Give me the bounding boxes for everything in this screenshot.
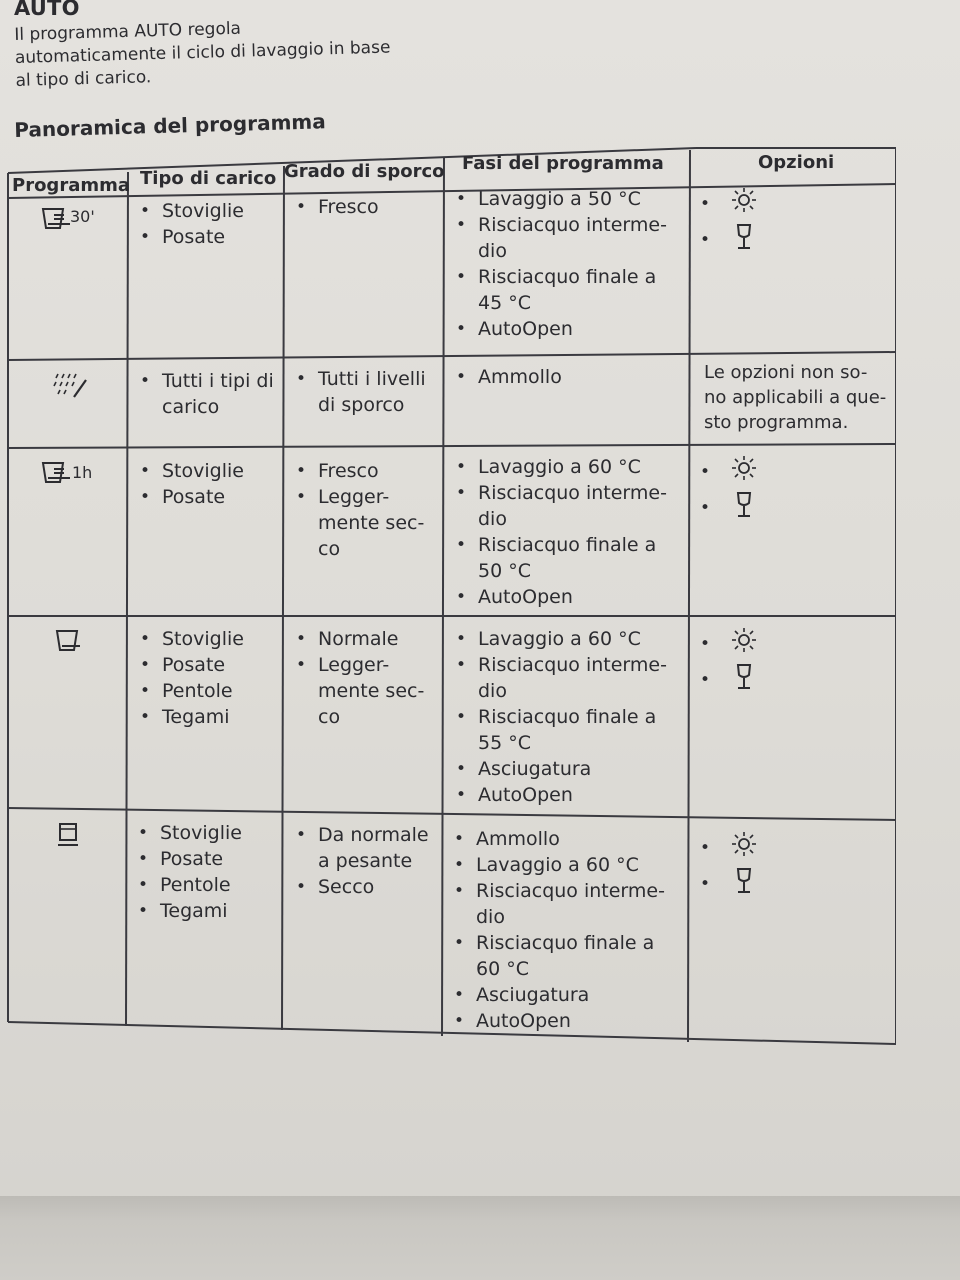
load-cell [138,458,244,510]
load-cell [138,198,244,250]
list-item-continuation: co [318,538,341,560]
load-cell [138,626,244,730]
intro-line: Il programma AUTO regola [14,18,242,45]
grid-line [282,166,284,1030]
options-note-line: no applicabili a que- [704,387,887,408]
program-duration-label: 1h [72,463,93,482]
section-heading: AUTO [14,0,80,20]
phases-cell [452,826,665,1034]
options-note [704,360,886,435]
list-item: • Normale [294,626,424,652]
list-item: • Posate [138,652,244,678]
list-item: • Risciacquo finale a [454,704,667,730]
sun-icon [730,186,760,216]
list-item: • AutoOpen [452,1008,665,1034]
sun-icon [730,626,760,656]
list-item-continuation: 55 °C [478,732,531,754]
glass-icon [730,222,760,252]
header-fasi: Fasi del programma [462,153,664,174]
list-item: • Risciacquo finale a [452,930,665,956]
grid-line [126,172,128,1026]
phases-cell [454,364,562,390]
load-cell [136,820,242,924]
grid-line [8,808,896,820]
list-item: • Posate [138,224,244,250]
list-item: • Legger- [294,484,424,510]
list-item-continuation: 50 °C [478,560,531,582]
glass-icon [730,490,760,520]
list-item: • Secco [294,874,429,900]
sun-icon [730,454,760,484]
grid-line [8,352,896,360]
phases-cell [454,186,667,342]
soil-cell [294,458,424,562]
load-cell [138,368,274,420]
list-item: • Risciacquo interme- [454,212,667,238]
page-edge-shadow [0,1196,960,1280]
header-programma: Programma [12,175,131,196]
sun-icon [730,830,760,860]
list-item-continuation: dio [478,508,507,530]
list-item: • Stoviglie [138,458,244,484]
list-item-continuation: dio [476,906,505,928]
intro-line: automaticamente il ciclo di lavaggio in base [14,37,391,68]
list-item: • Pentole [138,678,244,704]
options-note-line: Le opzioni non so- [704,362,868,383]
intro-line: al tipo di carico. [15,67,152,91]
program-overview-table: Programma Tipo di carico Grado di sporco Fasi del programma Opzioni 30' • Stoviglie • Posate • Fresco • Lavaggio a 50 °C • Risciacquo interme- dio • Risciacquo finale a 45 °C • AutoOpen • • • Tutti i tipi di carico • Tutti i livelli di sporco • Ammollo Le opzioni non so- no applicabili a que- sto programma. 1h • Stoviglie • Posate • Fresco • Legger- mente sec- co • Lavaggio a 60 °C • Risciacquo interme- dio • Risciacquo finale a 50 °C • AutoOpen • • • Stoviglie • Posate • Pentole • Tegami • Normale • Legger- mente sec- co • Lavaggio a 60 °C • Risciacquo interme- dio • Risciacquo finale a 55 °C • Asciugatura • AutoOpen • • • Stoviglie • Posate • Pentole • Tegami • Da normale a pesante • Secco • Ammollo • Lavaggio a 60 °C • Risciacquo interme- dio • Risciacquo finale a 60 °C • Asciugatura • AutoOpen • • [6,0,896,1045]
glass-icon [730,662,760,692]
list-item: • Lavaggio a 60 °C [454,454,667,480]
soil-cell [294,822,429,900]
list-item: • AutoOpen [454,316,667,342]
list-item-continuation: carico [162,396,220,418]
list-item-continuation: 60 °C [476,958,529,980]
list-item: • Asciugatura [452,982,665,1008]
list-item: • Stoviglie [138,626,244,652]
list-item-continuation: co [318,706,341,728]
phases-cell [454,454,667,610]
list-item-continuation: dio [478,680,507,702]
list-item: • Lavaggio a 50 °C [454,186,667,212]
overview-title: Panoramica del programma [14,109,326,142]
list-item: • Tegami [138,704,244,730]
list-item: • Tutti i livelli [294,366,426,392]
list-item: • Da normale [294,822,429,848]
list-item: • Tutti i tipi di [138,368,274,394]
list-item-continuation: dio [478,240,507,262]
list-item-continuation: di sporco [318,394,405,416]
list-item: • Posate [136,846,242,872]
list-item: • Stoviglie [136,820,242,846]
soil-cell [294,366,426,418]
list-item: • Posate [138,484,244,510]
list-item: • Legger- [294,652,424,678]
list-item: • AutoOpen [454,782,667,808]
glass-icon [730,866,760,896]
header-opzioni: Opzioni [758,152,835,173]
list-item: • Ammollo [452,826,665,852]
soil-cell [294,626,424,730]
list-item-continuation: mente sec- [318,512,425,534]
list-item: • Tegami [136,898,242,924]
list-item: • Risciacquo interme- [454,652,667,678]
phases-cell [454,626,667,808]
list-item: • Risciacquo interme- [452,878,665,904]
list-item: • Lavaggio a 60 °C [454,626,667,652]
program-duration-label: 30' [70,207,95,226]
list-item: • Ammollo [454,364,562,390]
soil-cell [294,194,379,220]
list-item: • AutoOpen [454,584,667,610]
options-note-line: sto programma. [704,412,849,433]
header-tipo-carico: Tipo di carico [140,168,277,189]
list-item: • Fresco [294,194,379,220]
list-item: • Pentole [136,872,242,898]
list-item-continuation: 45 °C [478,292,531,314]
grid-line [8,444,896,448]
list-item: • Lavaggio a 60 °C [452,852,665,878]
list-item-continuation: a pesante [318,850,413,872]
list-item: • Risciacquo interme- [454,480,667,506]
header-grado-sporco: Grado di sporco [284,161,445,182]
list-item: • Risciacquo finale a [454,532,667,558]
list-item: • Fresco [294,458,424,484]
list-item: • Stoviglie [138,198,244,224]
list-item: • Risciacquo finale a [454,264,667,290]
grid-line [688,150,690,1042]
list-item-continuation: mente sec- [318,680,425,702]
list-item: • Asciugatura [454,756,667,782]
grid-line [442,158,444,1036]
